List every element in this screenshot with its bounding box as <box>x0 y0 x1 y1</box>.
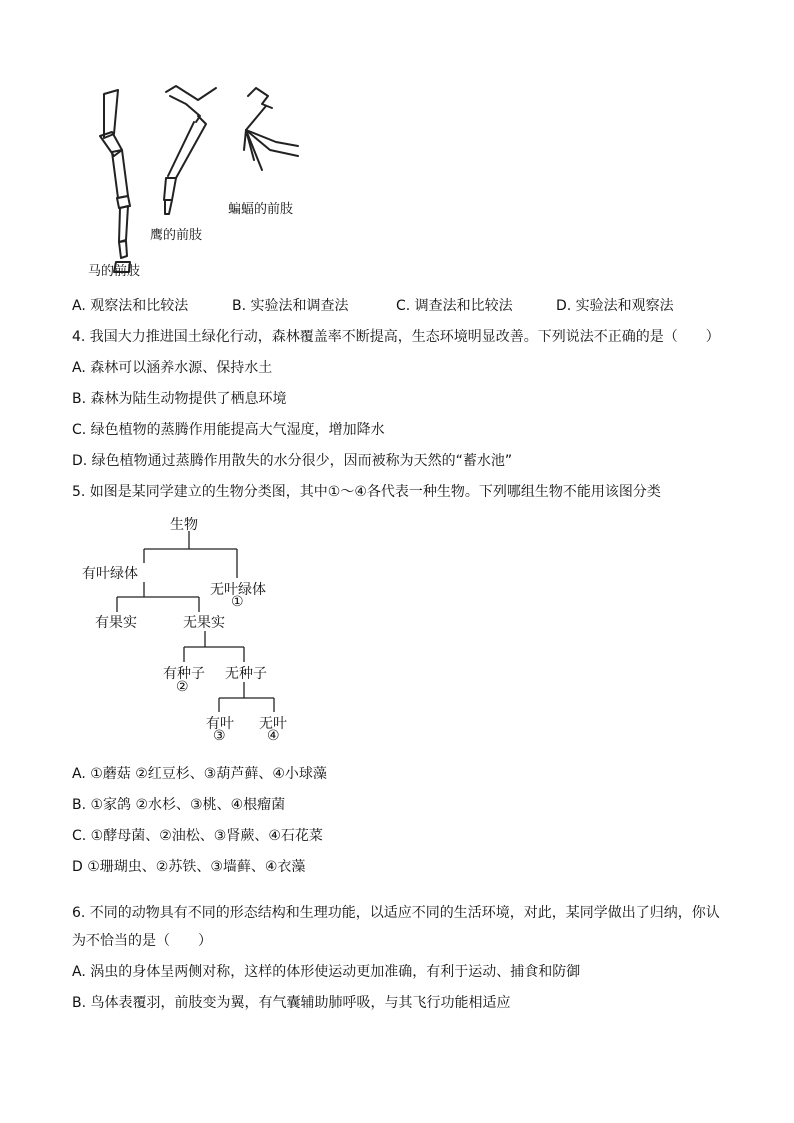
horse-caption: 马的前肢 <box>88 264 141 279</box>
q6-option-b: B. 鸟体表覆羽，前肢变为翼，有气囊辅助肺呼吸，与其飞行功能相适应 <box>72 995 511 1011</box>
tree-node-with-chloroplast: 有叶绿体 <box>82 566 138 582</box>
q5-option-a: A. ①蘑菇 ②红豆杉、③葫芦藓、④小球藻 <box>72 766 327 782</box>
q4-stem: 4. 我国大力推进国土绿化行动，森林覆盖率不断提高，生态环境明显改善。下列说法不正确的是（ ） <box>72 329 720 345</box>
tree-mark-1: ① <box>231 594 244 610</box>
q5-option-d: D ①珊瑚虫、②苏铁、③墙藓、④衣藻 <box>72 859 306 875</box>
tree-node-with-leaf: 有叶 <box>206 716 234 732</box>
tree-node-without-seed: 无种子 <box>225 666 267 682</box>
q6-stem-line-1: 6. 不同的动物具有不同的形态结构和生理功能，以适应不同的生活环境，对此，某同学做出了归纳，你认 <box>72 905 720 921</box>
tree-mark-4: ④ <box>267 728 280 744</box>
q3-option-a: A. 观察法和比较法 <box>72 298 189 314</box>
q5-stem: 5. 如图是某同学建立的生物分类图，其中①～④各代表一种生物。下列哪组生物不能用该图分类 <box>72 484 661 500</box>
q4-option-b: B. 森林为陆生动物提供了栖息环境 <box>72 391 287 407</box>
tree-node-organism: 生物 <box>170 517 198 533</box>
tree-node-with-fruit: 有果实 <box>95 615 137 631</box>
q4-option-c: C. 绿色植物的蒸腾作用能提高大气湿度，增加降水 <box>72 422 385 438</box>
q3-option-b: B. 实验法和调查法 <box>232 298 349 314</box>
tree-mark-3: ③ <box>213 728 226 744</box>
tree-mark-2: ② <box>176 679 189 695</box>
q3-option-c: C. 调查法和比较法 <box>396 298 513 314</box>
q5-option-c: C. ①酵母菌、②油松、③肾蕨、④石花菜 <box>72 828 323 844</box>
eagle-caption: 鹰的前肢 <box>150 228 203 243</box>
tree-node-without-chloroplast: 无叶绿体 <box>210 582 266 598</box>
q6-stem-line-2: 为不恰当的是（ ） <box>72 933 212 949</box>
q5-option-b: B. ①家鸽 ②水杉、③桃、④根瘤菌 <box>72 797 286 813</box>
tree-node-without-leaf: 无叶 <box>259 716 287 732</box>
bat-caption: 蝙蝠的前肢 <box>228 202 294 217</box>
tree-node-with-seed: 有种子 <box>163 666 205 682</box>
q3-option-d: D. 实验法和观察法 <box>556 298 674 314</box>
tree-node-without-fruit: 无果实 <box>183 615 225 631</box>
q6-option-a: A. 涡虫的身体呈两侧对称，这样的体形使运动更加准确，有利于运动、捕食和防御 <box>72 964 581 980</box>
q4-option-a: A. 森林可以涵养水源、保持水土 <box>72 360 273 376</box>
q4-option-d: D. 绿色植物通过蒸腾作用散失的水分很少，因而被称为天然的“蓄水池” <box>72 453 513 469</box>
